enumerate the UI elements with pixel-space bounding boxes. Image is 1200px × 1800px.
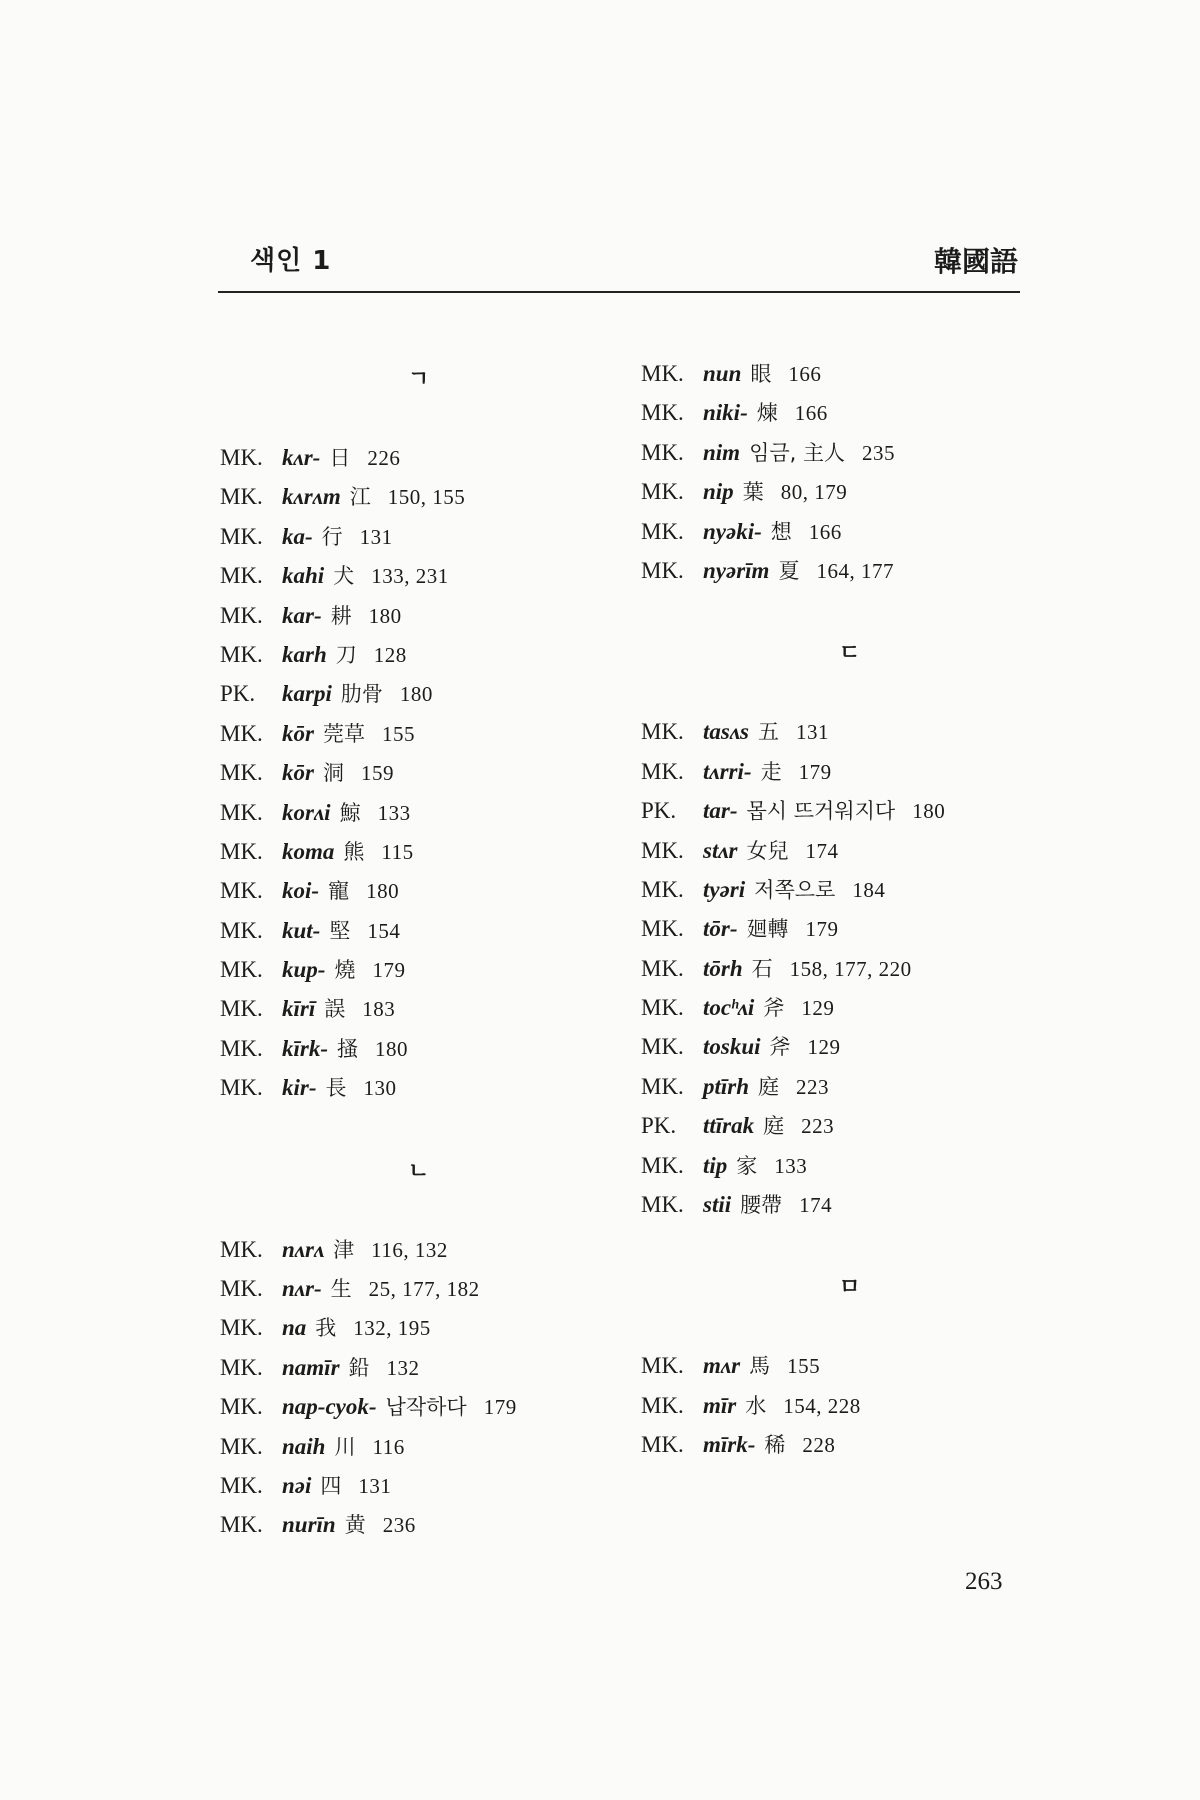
entry-gloss: 日 [329, 446, 351, 470]
entry-language: MK. [220, 1315, 263, 1341]
entry-word: nurīn [282, 1512, 336, 1538]
entry-language: MK. [641, 439, 684, 465]
entry-gloss: 川 [334, 1434, 356, 1459]
index-entry [641, 1106, 1061, 1145]
entry-pages: 159 [360, 761, 394, 786]
entry-word: kar- [282, 602, 322, 628]
entry-word: nʌr- [282, 1276, 322, 1302]
entry-word: koma [282, 838, 335, 864]
entry-gloss: 津 [333, 1237, 355, 1262]
entry-pages: 133 [774, 1153, 808, 1178]
entry-pages: 179 [483, 1395, 517, 1420]
entry-gloss: 家 [736, 1153, 758, 1178]
index-entry [220, 753, 640, 792]
entry-gloss: 斧 [763, 996, 785, 1021]
entry-gloss: 煉 [756, 401, 778, 426]
index-entry [641, 433, 1061, 472]
entry-word: kʌr- [282, 445, 321, 470]
index-entry [220, 438, 640, 477]
section-heading: ㄷ [839, 641, 861, 667]
section-heading: ㄴ [408, 1158, 430, 1184]
index-entry [220, 1230, 640, 1269]
entry-language: MK. [220, 1035, 263, 1061]
entry-pages: 116 [372, 1434, 405, 1459]
entry-word: tyəri [703, 876, 746, 902]
entry-gloss: 生 [330, 1277, 352, 1302]
entry-gloss: 堅 [329, 918, 351, 943]
entry-word: ka- [282, 523, 313, 549]
index-entry [220, 871, 640, 910]
index-entry [641, 1346, 1061, 1385]
entry-word: kʌrʌm [282, 484, 341, 510]
entry-gloss: 庭 [758, 1074, 780, 1099]
entry-language: MK. [641, 876, 684, 902]
entry-pages: 180 [912, 799, 946, 824]
entry-pages: 154, 228 [783, 1393, 861, 1418]
index-entry [220, 714, 640, 753]
entry-pages: 180 [366, 879, 400, 904]
entry-pages: 226 [367, 446, 401, 470]
index-entry [220, 1505, 640, 1544]
index-entry [220, 1068, 640, 1107]
entry-language: MK. [220, 1512, 263, 1538]
entry-language: MK. [641, 955, 684, 981]
entry-language: MK. [220, 878, 263, 904]
entry-pages: 115 [381, 839, 414, 864]
entry-language: MK. [220, 1394, 263, 1420]
entry-language: MK. [641, 1432, 684, 1458]
entry-pages: 183 [362, 997, 396, 1022]
entry-language: MK. [641, 995, 684, 1021]
entry-gloss: 庭 [763, 1114, 785, 1139]
entry-word: namīr [282, 1354, 340, 1380]
index-entry [641, 870, 1061, 909]
entry-pages: 166 [788, 362, 822, 386]
entry-pages: 235 [862, 440, 896, 465]
entry-word: nyərīm [703, 557, 770, 583]
entry-gloss: 行 [321, 524, 343, 549]
index-entry [641, 354, 1061, 393]
index-entry [641, 512, 1061, 551]
entry-gloss: 熊 [343, 839, 365, 864]
entry-pages: 130 [363, 1076, 397, 1101]
entry-gloss: 五 [758, 720, 779, 745]
index-entry [220, 950, 640, 989]
entry-gloss: 葉 [742, 480, 764, 505]
language-title: 韓國語 [933, 245, 1018, 278]
index-entry [220, 1387, 640, 1426]
entry-pages: 155 [787, 1354, 821, 1379]
index-entry [641, 909, 1061, 948]
index-entry [641, 712, 1061, 751]
index-entry [641, 551, 1061, 590]
entry-language: MK. [641, 557, 684, 583]
entry-gloss: 저쪽으로 [754, 877, 836, 902]
entry-language: MK. [220, 563, 263, 589]
entry-pages: 25, 177, 182 [368, 1277, 480, 1302]
entry-pages: 116, 132 [371, 1237, 448, 1262]
entry-pages: 129 [801, 996, 835, 1021]
entry-language: PK. [641, 798, 677, 824]
entry-language: MK. [220, 484, 263, 510]
entry-language: MK. [641, 1192, 684, 1218]
entry-gloss: 犬 [333, 564, 355, 589]
entry-word: koi- [282, 878, 320, 904]
entry-word: tōrh [703, 955, 743, 981]
entry-word: tip [703, 1152, 728, 1178]
entry-word: nim [703, 439, 741, 465]
entry-word: tocʰʌi [703, 995, 755, 1021]
entry-pages: 133, 231 [371, 564, 449, 589]
index-entry [220, 793, 640, 832]
entry-language: MK. [641, 719, 684, 745]
entry-pages: 223 [796, 1074, 830, 1099]
entry-language: MK. [220, 445, 263, 470]
entry-word: kīrī [282, 996, 316, 1022]
entry-word: stʌr [703, 837, 738, 863]
entry-word: kīrk- [282, 1035, 328, 1061]
index-entry [220, 674, 640, 713]
index-column-right [641, 354, 1061, 1465]
entry-language: MK. [220, 720, 263, 746]
entry-word: naih [282, 1433, 326, 1459]
entry-pages: 150, 155 [387, 485, 466, 510]
entry-language: MK. [641, 916, 684, 942]
entry-gloss: 洞 [322, 761, 344, 786]
entry-word: nap-cyok- [282, 1394, 377, 1420]
entry-word: ptīrh [703, 1073, 750, 1099]
entry-pages: 179 [805, 917, 839, 942]
index-column-left [220, 360, 640, 1545]
entry-pages: 180 [375, 1036, 408, 1061]
entry-pages: 80, 179 [780, 480, 848, 505]
entry-gloss: 女兒 [746, 838, 789, 863]
index-entry [641, 1146, 1061, 1185]
entry-gloss: 납작하다 [385, 1395, 467, 1420]
entry-language: MK. [220, 799, 263, 825]
entry-pages: 180 [399, 682, 433, 707]
entry-gloss: 江 [349, 485, 371, 510]
index-entry [641, 1185, 1061, 1224]
section-spacer [220, 1108, 640, 1152]
index-entry [641, 752, 1061, 791]
entry-language: MK. [220, 641, 263, 667]
index-entry [220, 1466, 640, 1505]
entry-pages: 154 [367, 918, 401, 943]
entry-gloss: 刀 [335, 642, 357, 667]
index-entry [220, 1269, 640, 1308]
entry-word: kōr [282, 720, 314, 746]
entry-language: MK. [641, 1073, 684, 1099]
entry-word: mīrk- [703, 1432, 756, 1458]
entry-word: toskui [703, 1034, 761, 1060]
entry-word: korʌi [282, 799, 331, 825]
index-entry [641, 1425, 1061, 1464]
entry-gloss: 腰帶 [740, 1193, 783, 1218]
entry-word: tar- [703, 798, 738, 824]
entry-pages: 131 [359, 524, 393, 549]
section-spacer [641, 590, 1061, 634]
entry-gloss: 莞草 [322, 721, 365, 746]
entry-pages: 174 [799, 1193, 833, 1218]
entry-word: karh [282, 641, 327, 667]
entry-gloss: 黄 [344, 1513, 366, 1538]
entry-gloss: 馬 [749, 1354, 771, 1379]
index-entry [220, 477, 640, 516]
section-heading: ㅁ [839, 1275, 861, 1301]
index-entry [641, 831, 1061, 870]
entry-language: MK. [641, 479, 684, 505]
index-entry [641, 472, 1061, 511]
entry-gloss: 搔 [337, 1036, 358, 1061]
entry-pages: 174 [805, 838, 839, 863]
entry-language: PK. [220, 681, 256, 707]
entry-pages: 132, 195 [353, 1316, 431, 1341]
entry-gloss: 四 [320, 1473, 342, 1498]
entry-word: tasʌs [703, 719, 749, 745]
entry-gloss: 長 [325, 1076, 347, 1101]
entry-gloss: 水 [745, 1393, 767, 1418]
entry-language: MK. [220, 1075, 263, 1101]
entry-language: MK. [641, 1034, 684, 1060]
entry-language: MK. [220, 602, 263, 628]
entry-pages: 128 [373, 642, 407, 667]
entry-word: mʌr [703, 1353, 741, 1379]
index-entry [641, 1067, 1061, 1106]
entry-gloss: 鯨 [339, 800, 361, 825]
index-entry [220, 832, 640, 871]
entry-language: MK. [641, 1392, 684, 1418]
entry-word: nip [703, 479, 734, 505]
index-entry [641, 393, 1061, 432]
entry-language: MK. [641, 361, 684, 386]
entry-gloss: 寵 [328, 879, 350, 904]
entry-pages: 131 [796, 720, 829, 745]
entry-language: MK. [220, 760, 263, 786]
entry-pages: 158, 177, 220 [789, 956, 912, 981]
entry-word: stii [703, 1192, 732, 1218]
entry-language: MK. [641, 1152, 684, 1178]
entry-word: nəi [282, 1472, 312, 1498]
index-entry [641, 988, 1061, 1027]
entry-pages: 155 [381, 721, 415, 746]
entry-gloss: 夏 [778, 558, 800, 583]
entry-word: kir- [282, 1075, 317, 1101]
entry-pages: 184 [852, 877, 886, 902]
entry-pages: 129 [807, 1035, 841, 1060]
entry-pages: 236 [382, 1513, 416, 1538]
entry-gloss: 想 [770, 519, 792, 544]
index-entry [220, 1427, 640, 1466]
entry-gloss: 誤 [324, 997, 346, 1022]
entry-pages: 166 [794, 401, 828, 426]
entry-word: niki- [703, 400, 748, 426]
entry-word: karpi [282, 681, 332, 707]
entry-language: MK. [220, 838, 263, 864]
entry-word: kahi [282, 563, 325, 589]
index-entry [220, 989, 640, 1028]
entry-word: kōr [282, 760, 314, 786]
entry-word: nʌrʌ [282, 1236, 325, 1262]
entry-gloss: 石 [751, 956, 773, 981]
entry-gloss: 斧 [769, 1035, 791, 1060]
entry-pages: 180 [368, 603, 402, 628]
section-spacer [641, 1224, 1061, 1268]
index-entry [641, 791, 1061, 830]
index-entry [220, 596, 640, 635]
entry-pages: 133 [377, 800, 411, 825]
entry-word: kup- [282, 957, 326, 983]
entry-gloss: 임금, 主人 [749, 440, 846, 465]
entry-language: MK. [641, 758, 684, 784]
entry-gloss: 眼 [750, 362, 772, 386]
running-head [218, 240, 1018, 290]
entry-gloss: 我 [315, 1316, 337, 1341]
entry-pages: 132 [386, 1355, 420, 1380]
entry-language: MK. [641, 837, 684, 863]
entry-language: MK. [220, 1433, 263, 1459]
entry-gloss: 燒 [334, 958, 356, 983]
entry-word: ttīrak [703, 1113, 755, 1139]
entry-language: MK. [641, 400, 684, 426]
entry-language: MK. [641, 1353, 684, 1379]
index-entry [220, 1348, 640, 1387]
entry-pages: 164, 177 [816, 558, 894, 583]
entry-gloss: 肋骨 [340, 682, 383, 707]
entry-gloss: 耕 [330, 603, 352, 628]
index-entry [220, 1029, 640, 1068]
entry-language: MK. [220, 917, 263, 943]
section-heading: ㄱ [408, 367, 430, 392]
index-label: 색인 1 [250, 246, 332, 276]
entry-word: mīr [703, 1392, 737, 1418]
page-number: 263 [965, 1568, 1003, 1595]
entry-pages: 228 [802, 1433, 836, 1458]
entry-word: na [282, 1315, 307, 1341]
entry-language: MK. [641, 518, 684, 544]
header-rule [218, 291, 1020, 293]
index-entry [641, 1027, 1061, 1066]
entry-language: MK. [220, 1236, 263, 1262]
entry-language: MK. [220, 957, 263, 983]
entry-gloss: 몹시 뜨거워지다 [746, 799, 896, 824]
entry-language: MK. [220, 996, 263, 1022]
index-entry [641, 949, 1061, 988]
entry-pages: 179 [372, 958, 406, 983]
entry-word: tʌrri- [703, 758, 752, 784]
entry-word: tōr- [703, 916, 738, 942]
entry-pages: 131 [358, 1473, 392, 1498]
entry-pages: 223 [801, 1114, 835, 1139]
entry-language: PK. [641, 1113, 677, 1139]
entry-gloss: 鉛 [348, 1355, 370, 1380]
entry-word: nun [703, 361, 742, 386]
index-entry [220, 635, 640, 674]
entry-language: MK. [220, 1276, 263, 1302]
entry-language: MK. [220, 523, 263, 549]
entry-pages: 179 [798, 759, 832, 784]
index-entry [220, 911, 640, 950]
entry-gloss: 稀 [764, 1433, 786, 1458]
index-entry [220, 1308, 640, 1347]
entry-language: MK. [220, 1472, 263, 1498]
index-entry [220, 556, 640, 595]
entry-word: kut- [282, 917, 321, 943]
index-entry [220, 517, 640, 556]
index-entry [641, 1386, 1061, 1425]
entry-gloss: 走 [760, 759, 782, 784]
entry-pages: 166 [808, 519, 842, 544]
entry-word: nyəki- [703, 518, 762, 544]
entry-gloss: 廻轉 [746, 917, 789, 942]
entry-language: MK. [220, 1354, 263, 1380]
